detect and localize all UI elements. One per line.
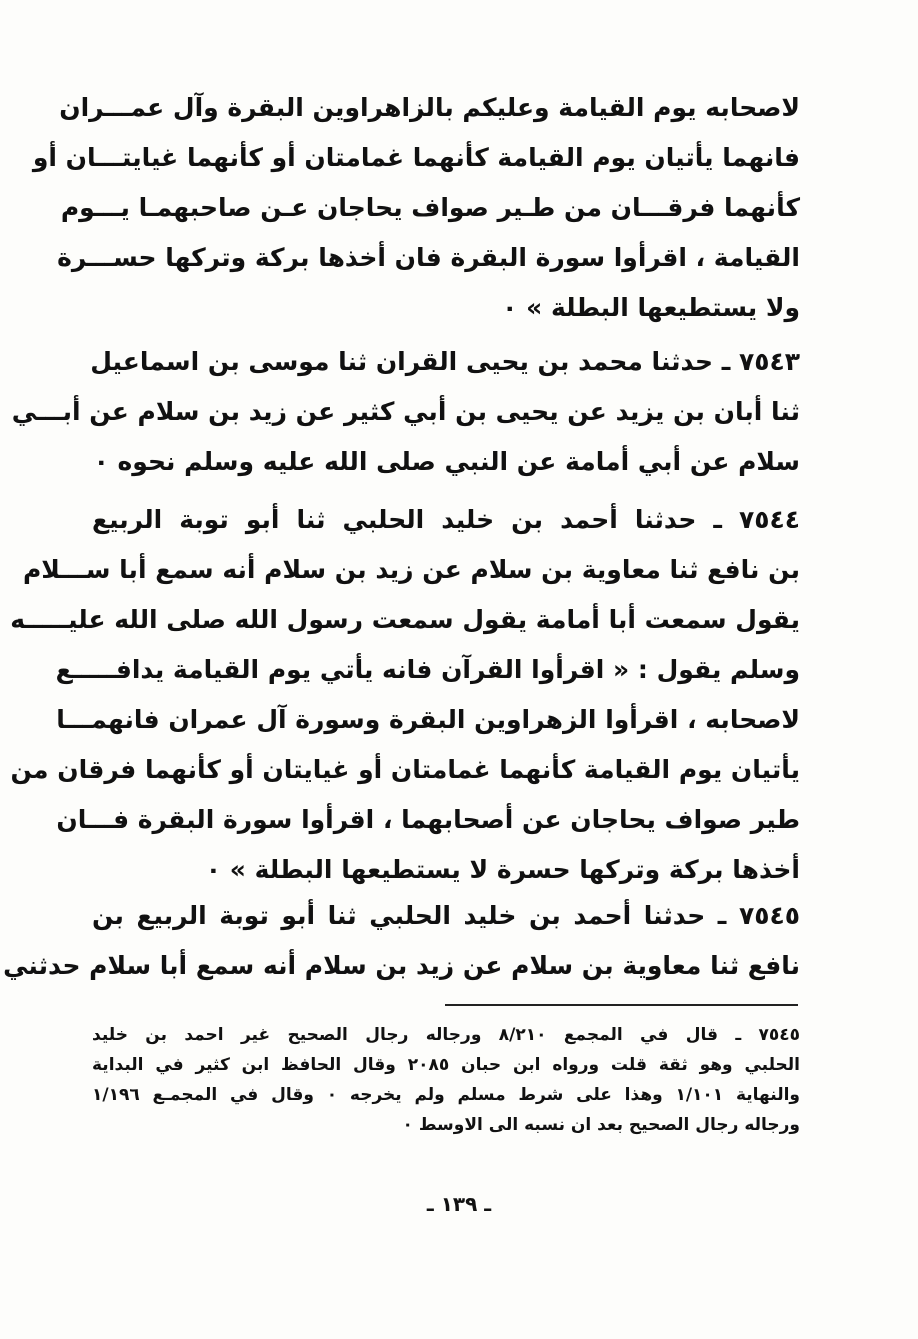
footnote-line: ٧٥٤٥ ـ قال في المجمع ٨/٢١٠ ورجاله رجال الصحيح غير احمد بن خليد: [92, 1025, 800, 1045]
text-line: ولا يستطيعها البطلة » ٠: [502, 293, 800, 322]
paragraph-continuation: [32, 83, 800, 333]
text-line: ٧٥٤٣ ـ حدثنا محمد بن يحيى القران ثنا موسى بن اسماعيل: [90, 347, 800, 376]
text-line: يقول سمعت أبا أمامة يقول سمعت رسول الله صلى الله عليـــــه: [10, 605, 800, 634]
text-line: أخذها بركة وتركها حسرة لا يستطيعها البطلة » ٠: [205, 855, 800, 884]
footnote-line: ورجاله رجال الصحيح بعد ان نسبه الى الاوسط ٠: [402, 1115, 800, 1135]
text-line: طير صواف يحاجان عن أصحابهما ، اقرأوا سورة البقرة فـــان: [56, 805, 800, 834]
paragraph-hadith-7545: [3, 891, 800, 991]
footnote-block: [92, 1020, 800, 1140]
text-line: ثنا أبان بن يزيد عن يحيى بن أبي كثير عن زيد بن سلام عن أبـــي: [11, 397, 800, 426]
paragraph-hadith-7543: [11, 337, 800, 487]
text-line: يأتيان يوم القيامة كأنهما غمامتان أو غيايتان أو كأنهما فرقان من: [10, 755, 800, 784]
footnote-line: والنهاية ١/١٠١ وهذا على شرط مسلم ولم يخرجه ٠ وقال في المجمـع ١/١٩٦: [92, 1085, 800, 1105]
text-line: كأنهما فرقـــان من طـير صواف يحاجان عـن صاحبهمـا يـــوم: [60, 193, 800, 222]
text-line: القيامة ، اقرأوا سورة البقرة فان أخذها بركة وتركها حســـرة: [57, 243, 800, 272]
text-line: فانهما يأتيان يوم القيامة كأنهما غمامتان أو كأنهما غيايتـــان أو: [32, 143, 800, 172]
footnote-divider: [445, 1004, 798, 1006]
footnote-line: الحلبي وهو ثقة قلت ورواه ابن حبان ٢٠٨٥ وقال الحافظ ابن كثير في البداية: [92, 1055, 800, 1075]
text-line: ٧٥٤٥ ـ حدثنا أحمد بن خليد الحلبي ثنا أبو توبة الربيع بن: [92, 901, 800, 930]
page-number: ـ ١٣٩ ـ: [426, 1192, 492, 1216]
text-line: نافع ثنا معاوية بن سلام عن زيد بن سلام أنه سمع أبا سلام حدثني: [3, 951, 800, 980]
text-line: لاصحابه ، اقرأوا الزهراوين البقرة وسورة آل عمران فانهمـــا: [56, 705, 800, 734]
text-line: لاصحابه يوم القيامة وعليكم بالزاهراوين البقرة وآل عمـــران: [59, 93, 800, 122]
text-line: ٧٥٤٤ ـ حدثنا أحمد بن خليد الحلبي ثنا أبو توبة الربيع: [92, 505, 800, 534]
text-line: سلام عن أبي أمامة عن النبي صلى الله عليه وسلم نحوه ٠: [93, 447, 800, 476]
text-line: وسلم يقول : « اقرأوا القرآن فانه يأتي يوم القيامة يدافـــــع: [55, 655, 800, 684]
text-line: بن نافع ثنا معاوية بن سلام عن زيد بن سلام أنه سمع أبا ســـلام: [22, 555, 800, 584]
paragraph-hadith-7544: [10, 495, 800, 895]
